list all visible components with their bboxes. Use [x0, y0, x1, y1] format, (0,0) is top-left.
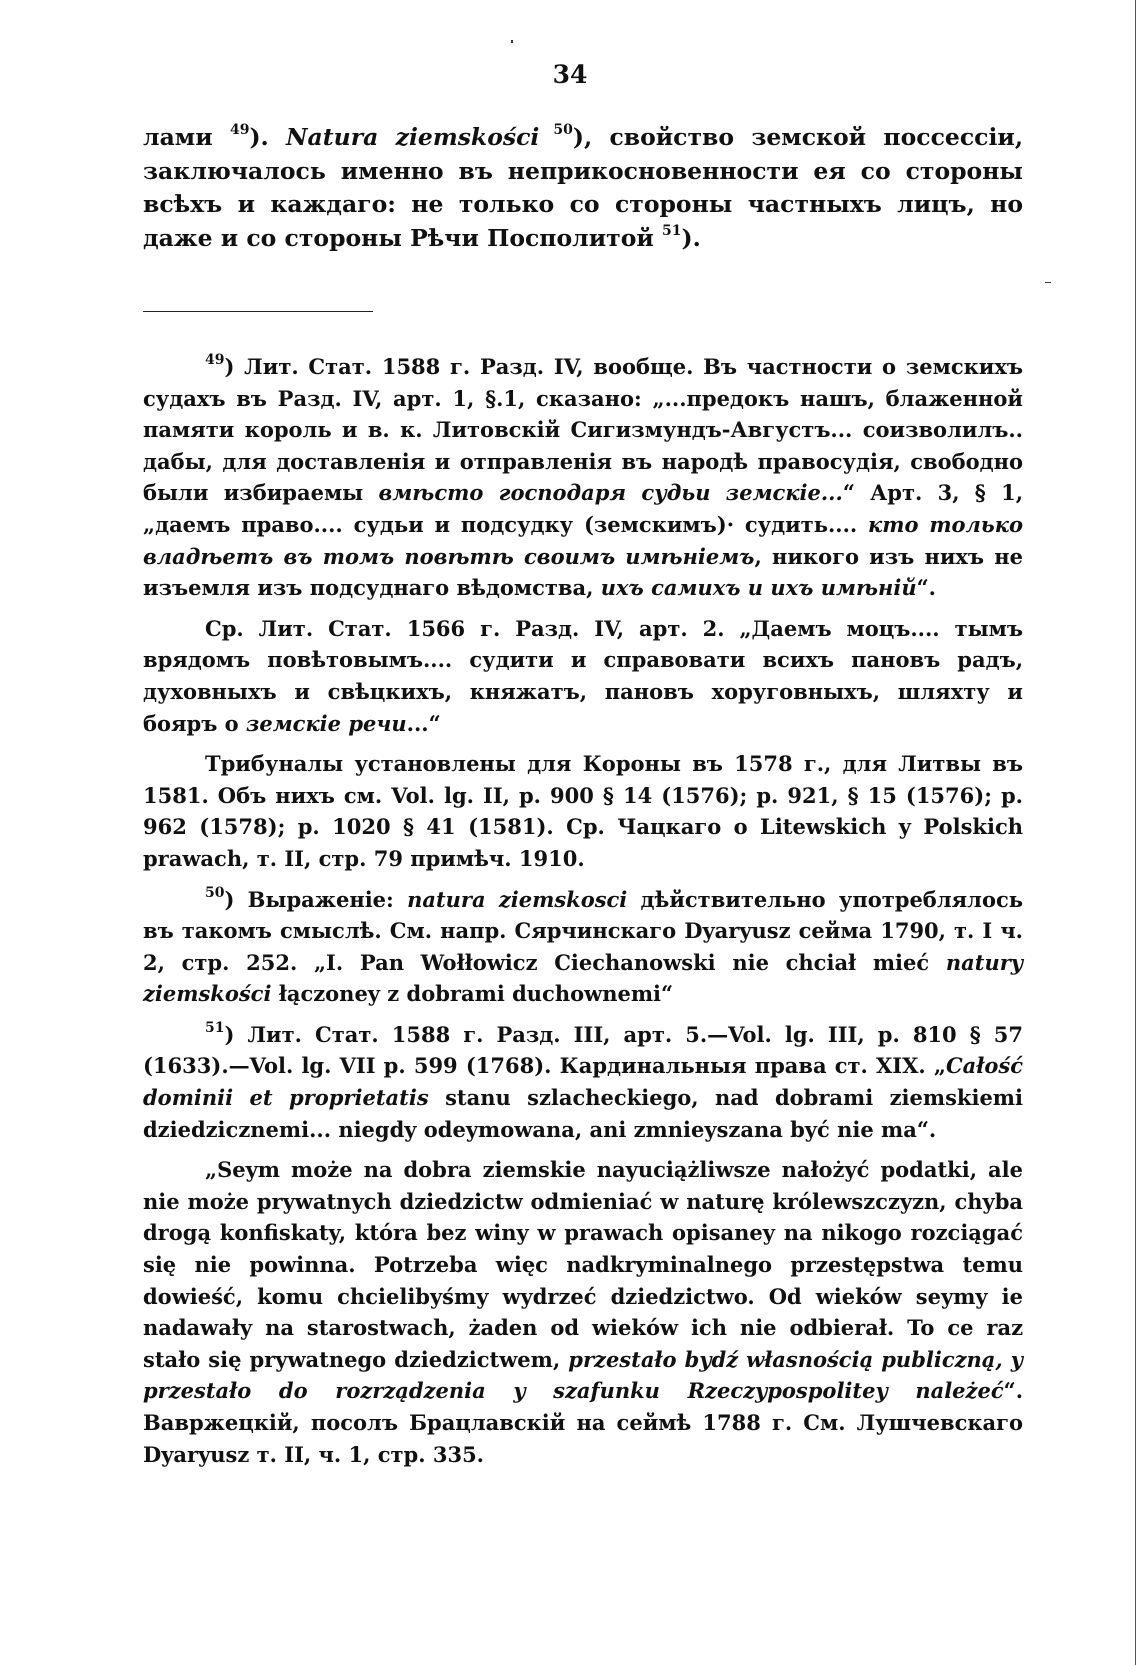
main-paragraph: лами $^{49}$). Natura ziemskości $^{50}$), свойство земской поссессіи, заключалось именно въ неприкосновенности ея со стороны всѣхъ и каждаго: не только со стороны частныхъ лицъ, но даже и со стороны Рѣчи Посполитой $^{51}$).: [143, 122, 1024, 252]
footnote-51-quote: „Seym może na dobra ziemskie nayuciążliwsze nałożyć podatki, ale nie może prywatnych dziedzictw odmieniać w naturę królewszczyzn, chyba drogą konfiskaty, która bez winy w prawach opisaney na nikogo rozciągać się nie powinna. Potrzeba więc nadkryminalnego przestępstwa temu dowieść, komu chcielibyśmy wydrzeć dziedzictwo. Od wieków seymy ie nadawały na starostwach, żaden od wieków ich nie odbierał. To ce raz stało się prywatnego dziedzictwem, przestało bydź własnością publiczną, y przestało do rozrządzenia y szafunku Rzeczypospolitey należeć“. Вавржецкій, посолъ Брацлавскій на сеймѣ 1788 г. См. Лушчевскаго Dyaryusz т. II, ч. 1, стр. 335.: [143, 1157, 1023, 1467]
scan-speck: [511, 40, 513, 43]
footnote-ref[interactable]: 51: [662, 222, 682, 239]
footnote-ref[interactable]: 49: [229, 122, 250, 139]
footnote-50: $^{50}$) Выраженіе: natura ziemskosci дѣйствительно употреблялось въ такомъ смыслѣ. См. напр. Сярчинскаго Dyaryusz сейма 1790, т. I ч. 2, стр. 252. „I. Pan Wołłowicz Ciechanowski nie chciał mieć natury ziemskości łączoney z dobrami duchownemi“: [143, 884, 1023, 1007]
footnote-divider: [143, 311, 373, 312]
footnote-49-tribunals: Трибуналы установлены для Короны въ 1578 г., для Литвы въ 1581. Объ нихъ см. Vol. lg. II, p. 900 § 14 (1576); p. 921, § 15 (1576); p. 962 (1578); p. 1020 § 41 (1581). Ср. Чацкаго o Litewskich y Polskich prawach, т. II, стр. 79 примѣч. 1910.: [143, 751, 1023, 871]
footnote-49-cf: Ср. Лит. Стат. 1566 г. Разд. IV, арт. 2. „Даемъ моцъ.... тымъ врядомъ повѣтовымъ.... судити и справовати всихъ пановъ радъ, духовныхъ и свѣцкихъ, княжатъ, пановъ хоруговныхъ, шляхту и бояръ о земскіе речи...“: [143, 615, 1023, 736]
footnote-ref[interactable]: 50: [539, 122, 573, 139]
footnote-49: $^{49}$) Лит. Стат. 1588 г. Разд. IV, вообще. Въ частности о земскихъ судахъ въ Разд. IV, арт. 1, §.1, сказано: „...предокъ нашъ, блаженной памяти король и в. к. Литовскій Сигизмундъ-Августъ... соизволилъ.. дабы, для доставленія и отправленія въ народѣ правосудія, свободно были избираемы вмѣсто господаря судьи земскіе...“ Арт. 3, § 1, „даемъ право.... судьи и подсудку (земскимъ)· судить.... кто только владѣетъ въ томъ повѣтѣ своимъ имѣніемъ, никого изъ нихъ не изъемля изъ подсуднаго вѣдомства, ихъ самихъ и ихъ имѣній“.: [143, 352, 1024, 601]
page-number: 34: [552, 60, 588, 89]
footnotes: [143, 351, 1023, 1479]
page-edge-line: [1135, 0, 1136, 1665]
footnote-51: $^{51}$) Лит. Стат. 1588 г. Разд. III, арт. 5.—Vol. lg. III, p. 810 § 57 (1633).—Vol. lg. VII p. 599 (1768). Кардинальныя права ст. XIX. „Całość dominii et proprietatis stanu szlacheckiego, nad dobrami ziemskiemi dziedzicznemi... niegdy odeymowana, ani zmnieyszana być nie ma“.: [143, 1019, 1023, 1142]
scan-speck: [1045, 282, 1051, 283]
